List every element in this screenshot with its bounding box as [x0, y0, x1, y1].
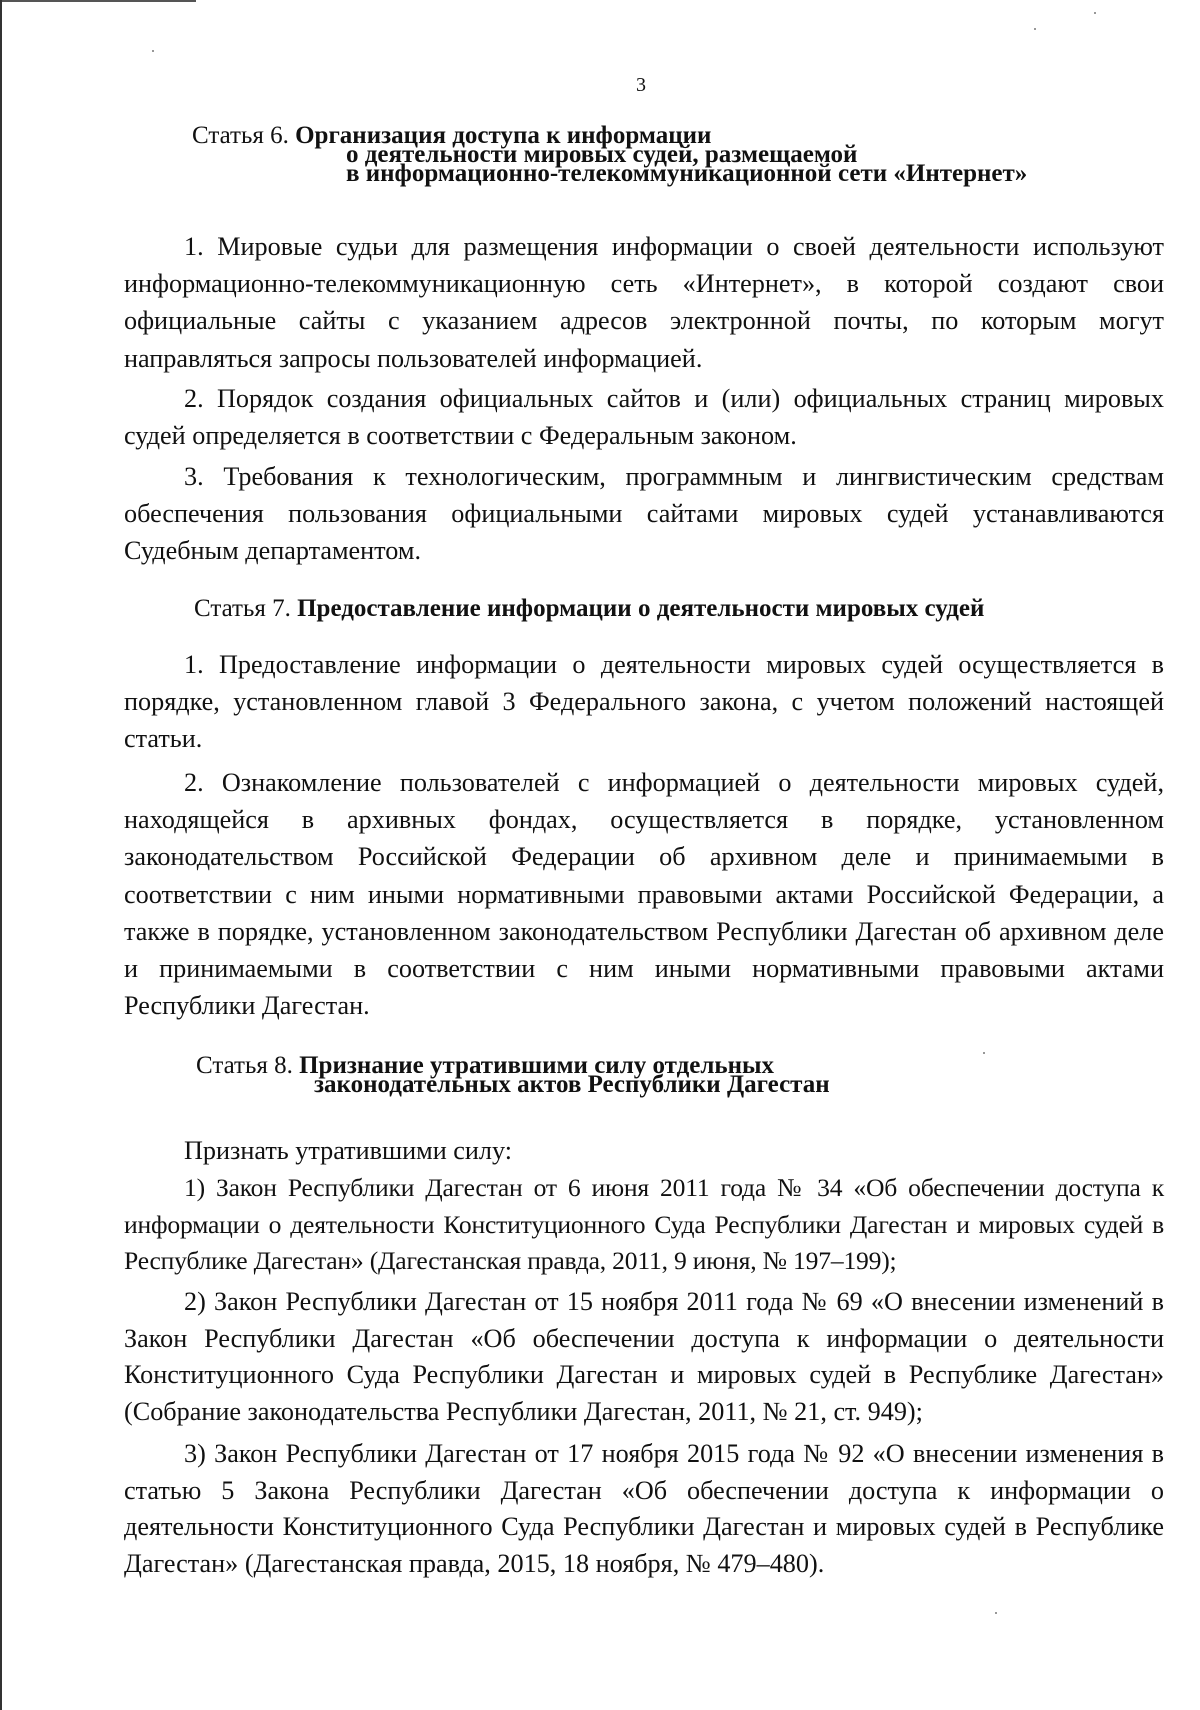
article-8-prefix: Статья 8. [196, 1052, 293, 1079]
article-8-heading [196, 1052, 830, 1098]
article-7-title: Предоставление информации о деятельности мировых судей [297, 595, 985, 622]
scan-speck [995, 1612, 997, 1614]
article-6-title-line-2: о деятельности мировых судей, размещаемой [346, 141, 858, 168]
scan-speck [1094, 12, 1096, 14]
article-7-paragraph-1: 1. Предоставление информации о деятельности мировых судей осуществляется в порядке, установленном главой 3 Федерального закона, с учетом положений настоящей статьи. [124, 650, 1164, 754]
article-8-item-2: 2) Закон Республики Дагестан от 15 ноября 2011 года № 69 «О внесении изменений в Закон Республики Дагестан «Об обеспечении доступа к информации о деятельности Конституционного Суда Республики Дагестан и мировых судей в Республике Дагестан» (Собрание законодательства Республики Дагестан, 2011, № 21, ст. 949); [124, 1287, 1164, 1426]
article-7-paragraph-2: 2. Ознакомление пользователей с информацией о деятельности мировых судей, находящейся в архивных фондах, осуществляется в порядке, установленном законодательством Российской Федерации об архивном деле и принимаемыми в соответствии с ним иными нормативными правовыми актами Российской Федерации, а также в порядке, установленном законодательством Республики Дагестан об архивном деле и принимаемыми в соответствии с ним иными нормативными правовыми актами Республики Дагестан. [124, 768, 1164, 1021]
article-8-title-line-2: законодательных актов Республики Дагестан [314, 1071, 830, 1098]
article-6-heading [192, 122, 1028, 187]
article-7-prefix: Статья 7. [194, 595, 291, 622]
article-6-paragraph-1: 1. Мировые судьи для размещения информации о своей деятельности используют информационно-телекоммуникационную сеть «Интернет», в которой создают свои официальные сайты с указанием адресов электронной почты, по которым могут направляться запросы пользователей информацией. [124, 232, 1164, 373]
scan-speck [152, 50, 154, 52]
article-6-paragraph-3: 3. Требования к технологическим, программным и лингвистическим средствам обеспечения пользования официальными сайтами мировых судей устанавливаются Судебным департаментом. [124, 462, 1164, 566]
article-6-title-line-1: Организация доступа к информации [295, 122, 712, 149]
article-8-item-1: 1) Закон Республики Дагестан от 6 июня 2011 года № 34 «Об обеспечении доступа к информации о деятельности Конституционного Суда Республики Дагестан и мировых судей в Республике Дагестан» (Дагестанская правда, 2011, 9 июня, № 197–199); [124, 1173, 1164, 1276]
article-6-prefix: Статья 6. [192, 122, 289, 149]
scan-speck [983, 1052, 985, 1054]
scan-border-left [0, 0, 2, 1710]
scan-border-top [0, 0, 196, 2]
article-8-item-3: 3) Закон Республики Дагестан от 17 ноября 2015 года № 92 «О внесении изменения в статью 5 Закона Республики Дагестан «Об обеспечении доступа к информации о деятельности Конституционного Суда Республики Дагестан и мировых судей в Республике Дагестан» (Дагестанская правда, 2015, 18 ноября, № 479–480). [124, 1439, 1164, 1578]
article-7-heading [194, 596, 984, 622]
article-8-intro: Признать утратившими силу: [184, 1136, 513, 1165]
article-6-paragraph-2: 2. Порядок создания официальных сайтов и (или) официальных страниц мировых судей определяется в соответствии с Федеральным законом. [124, 384, 1164, 451]
scan-speck [1034, 28, 1036, 30]
article-6-title-line-3: в информационно-телекоммуникационной сети «Интернет» [346, 160, 1028, 187]
article-8-title-line-1: Признание утратившими силу отдельных [299, 1052, 774, 1079]
page-number: 3 [636, 74, 646, 96]
